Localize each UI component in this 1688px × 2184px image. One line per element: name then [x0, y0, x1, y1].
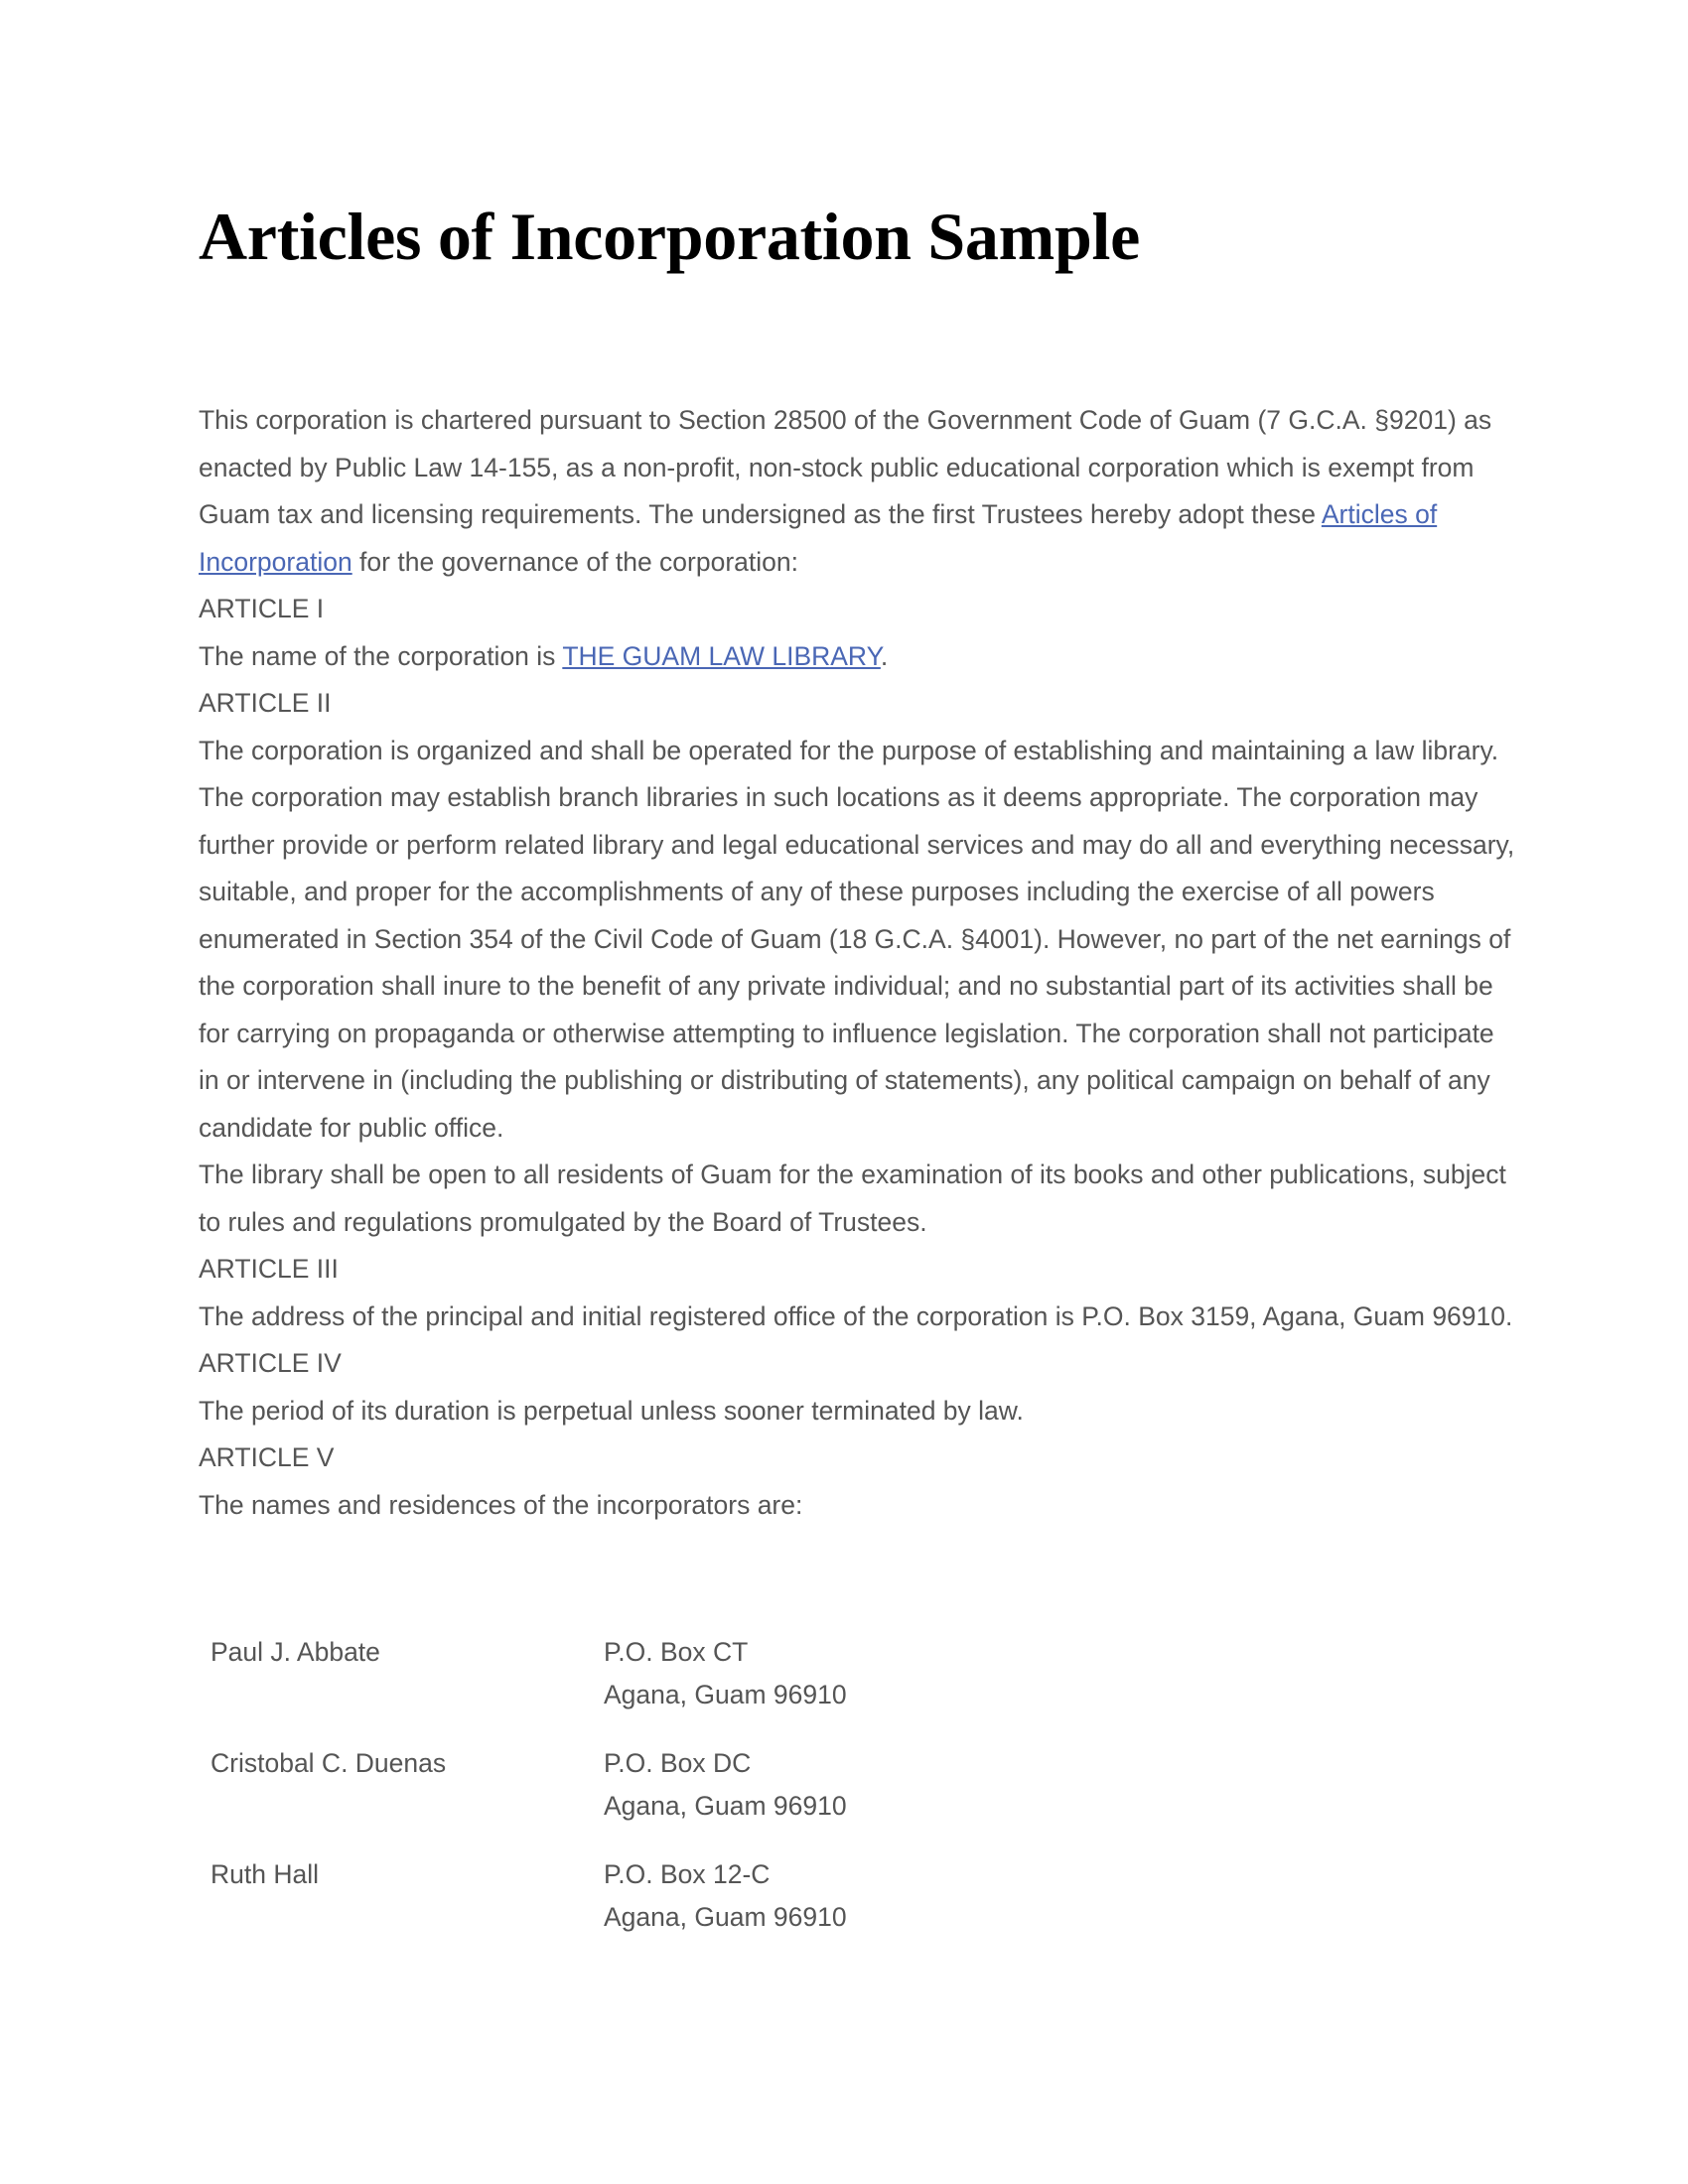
address-line-2: Agana, Guam 96910	[604, 1680, 847, 1709]
address-line-2: Agana, Guam 96910	[604, 1902, 847, 1932]
article-1-heading: ARTICLE I	[199, 594, 325, 623]
guam-law-library-link[interactable]: THE GUAM LAW LIBRARY	[562, 640, 881, 671]
document-body	[199, 397, 1519, 1529]
article-1-text: The name of the corporation is	[199, 640, 563, 671]
intro-text-end: for the governance of the corporation:	[352, 546, 798, 577]
article-5-paragraph: The names and residences of the incorporators are:	[199, 1489, 803, 1520]
incorporator-address	[604, 1742, 847, 1853]
incorporator-row	[211, 1742, 847, 1853]
article-2-paragraph-2: The library shall be open to all residents of Guam for the examination of its books and other publications, subject to rules and regulations promulgated by the Board of Trustees.	[199, 1160, 1506, 1237]
address-line-2: Agana, Guam 96910	[604, 1791, 847, 1821]
document-title: Articles of Incorporation Sample	[199, 199, 1140, 274]
article-5-heading: ARTICLE V	[199, 1442, 335, 1472]
article-1-paragraph	[199, 633, 1519, 681]
article-4-paragraph: The period of its duration is perpetual unless sooner terminated by law.	[199, 1395, 1024, 1426]
address-line-1: P.O. Box 12-C	[604, 1859, 771, 1889]
article-2-paragraph-1: The corporation is organized and shall be operated for the purpose of establishing and maintaining a law library. The corporation may establish branch libraries in such locations as it deems appropriate. The corporation may further provide or perform related library and legal educational services and may do all and everything necessary, suitable, and proper for the accomplishments of any of these purposes including the exercise of all powers enumerated in Section 354 of the Civil Code of Guam (18 G.C.A. §4001). However, no part of the net earnings of the corporation shall inure to the benefit of any private individual; and no substantial part of its activities shall be for carrying on propaganda or otherwise attempting to influence legislation. The corporation shall not participate in or intervene in (including the publishing or distributing of statements), any political campaign on behalf of any candidate for public office.	[199, 735, 1515, 1143]
incorporator-address	[604, 1853, 847, 1965]
incorporator-row	[211, 1631, 847, 1742]
intro-text: This corporation is chartered pursuant to Section 28500 of the Government Code of Guam (7 G.C.A. §9201) as enacted by Public Law 14-155, as a non-profit, non-stock public educational corporation which is exempt from Guam tax and licensing requirements. The undersigned as the first Trustees hereby adopt these	[199, 405, 1492, 529]
address-line-1: P.O. Box DC	[604, 1748, 752, 1778]
incorporator-name: Cristobal C. Duenas	[211, 1748, 447, 1778]
incorporator-name: Ruth Hall	[211, 1859, 319, 1889]
article-3-paragraph: The address of the principal and initial registered office of the corporation is P.O. Box 3159, Agana, Guam 96910.	[199, 1300, 1513, 1331]
incorporator-name: Paul J. Abbate	[211, 1637, 380, 1667]
address-line-1: P.O. Box CT	[604, 1637, 749, 1667]
article-4-heading: ARTICLE IV	[199, 1348, 342, 1378]
articles-of-incorporation-link[interactable]: Articles of Incorporation	[199, 499, 1438, 577]
incorporator-row	[211, 1853, 847, 1965]
intro-paragraph	[199, 397, 1519, 586]
incorporators-table	[211, 1631, 847, 1965]
article-1-text-end: .	[880, 640, 889, 671]
incorporator-address	[604, 1631, 847, 1742]
article-3-heading: ARTICLE III	[199, 1254, 339, 1284]
article-2-heading: ARTICLE II	[199, 688, 332, 718]
